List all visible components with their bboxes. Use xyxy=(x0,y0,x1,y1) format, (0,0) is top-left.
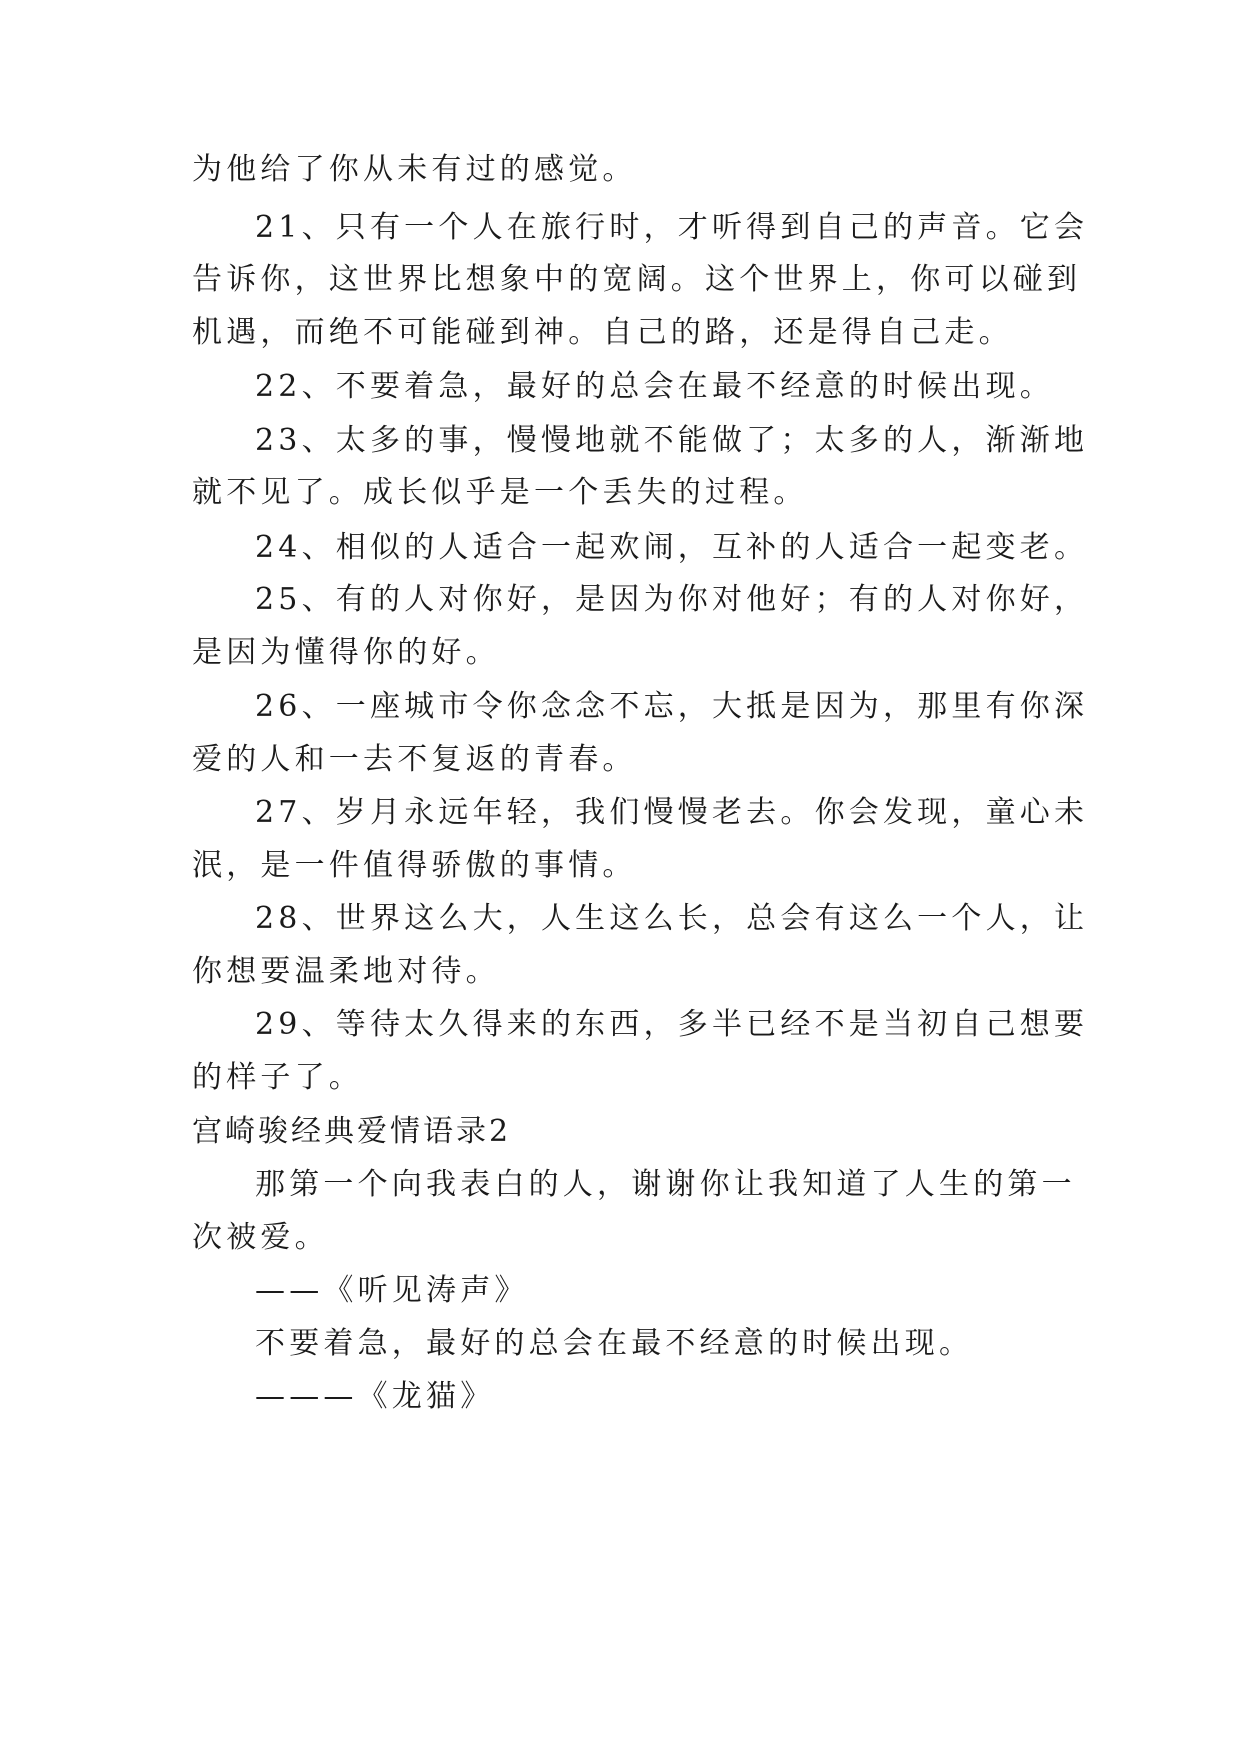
text-line: 25、有的人对你好，是因为你对他好；有的人对你好， xyxy=(255,582,1089,617)
text-line: 为他给了你从未有过的感觉。 xyxy=(192,152,637,187)
text-line: 28、世界这么大，人生这么长，总会有这么一个人，让 xyxy=(255,901,1089,936)
text-line: 23、太多的事，慢慢地就不能做了；太多的人，渐渐地 xyxy=(255,423,1089,458)
quote-source: ———《龙猫》 xyxy=(255,1379,495,1414)
section-heading: 宫崎骏经典爱情语录2 xyxy=(192,1114,512,1149)
text-line: 机遇，而绝不可能碰到神。自己的路，还是得自己走。 xyxy=(192,315,1013,350)
text-line: 26、一座城市令你念念不忘，大抵是因为，那里有你深 xyxy=(255,689,1089,724)
text-line: 27、岁月永远年轻，我们慢慢老去。你会发现，童心未 xyxy=(255,795,1089,830)
text-line: 泯，是一件值得骄傲的事情。 xyxy=(192,848,637,883)
text-line: 不要着急，最好的总会在最不经意的时候出现。 xyxy=(255,1326,974,1361)
text-line: 告诉你，这世界比想象中的宽阔。这个世界上，你可以碰到 xyxy=(192,262,1082,297)
text-line: 就不见了。成长似乎是一个丢失的过程。 xyxy=(192,475,808,510)
text-line: 爱的人和一去不复返的青春。 xyxy=(192,742,637,777)
text-line: 的样子了。 xyxy=(192,1060,363,1095)
text-line: 你想要温柔地对待。 xyxy=(192,954,500,989)
text-line: 22、不要着急，最好的总会在最不经意的时候出现。 xyxy=(255,369,1054,404)
text-line: 24、相似的人适合一起欢闹，互补的人适合一起变老。 xyxy=(255,530,1089,565)
text-line: 29、等待太久得来的东西，多半已经不是当初自己想要 xyxy=(255,1007,1089,1042)
text-line: 21、只有一个人在旅行时，才听得到自己的声音。它会 xyxy=(255,210,1089,245)
text-line: 那第一个向我表白的人，谢谢你让我知道了人生的第一 xyxy=(255,1167,1076,1202)
quote-source: ——《听见涛声》 xyxy=(255,1273,529,1308)
text-line: 次被爱。 xyxy=(192,1220,329,1255)
text-line: 是因为懂得你的好。 xyxy=(192,635,500,670)
